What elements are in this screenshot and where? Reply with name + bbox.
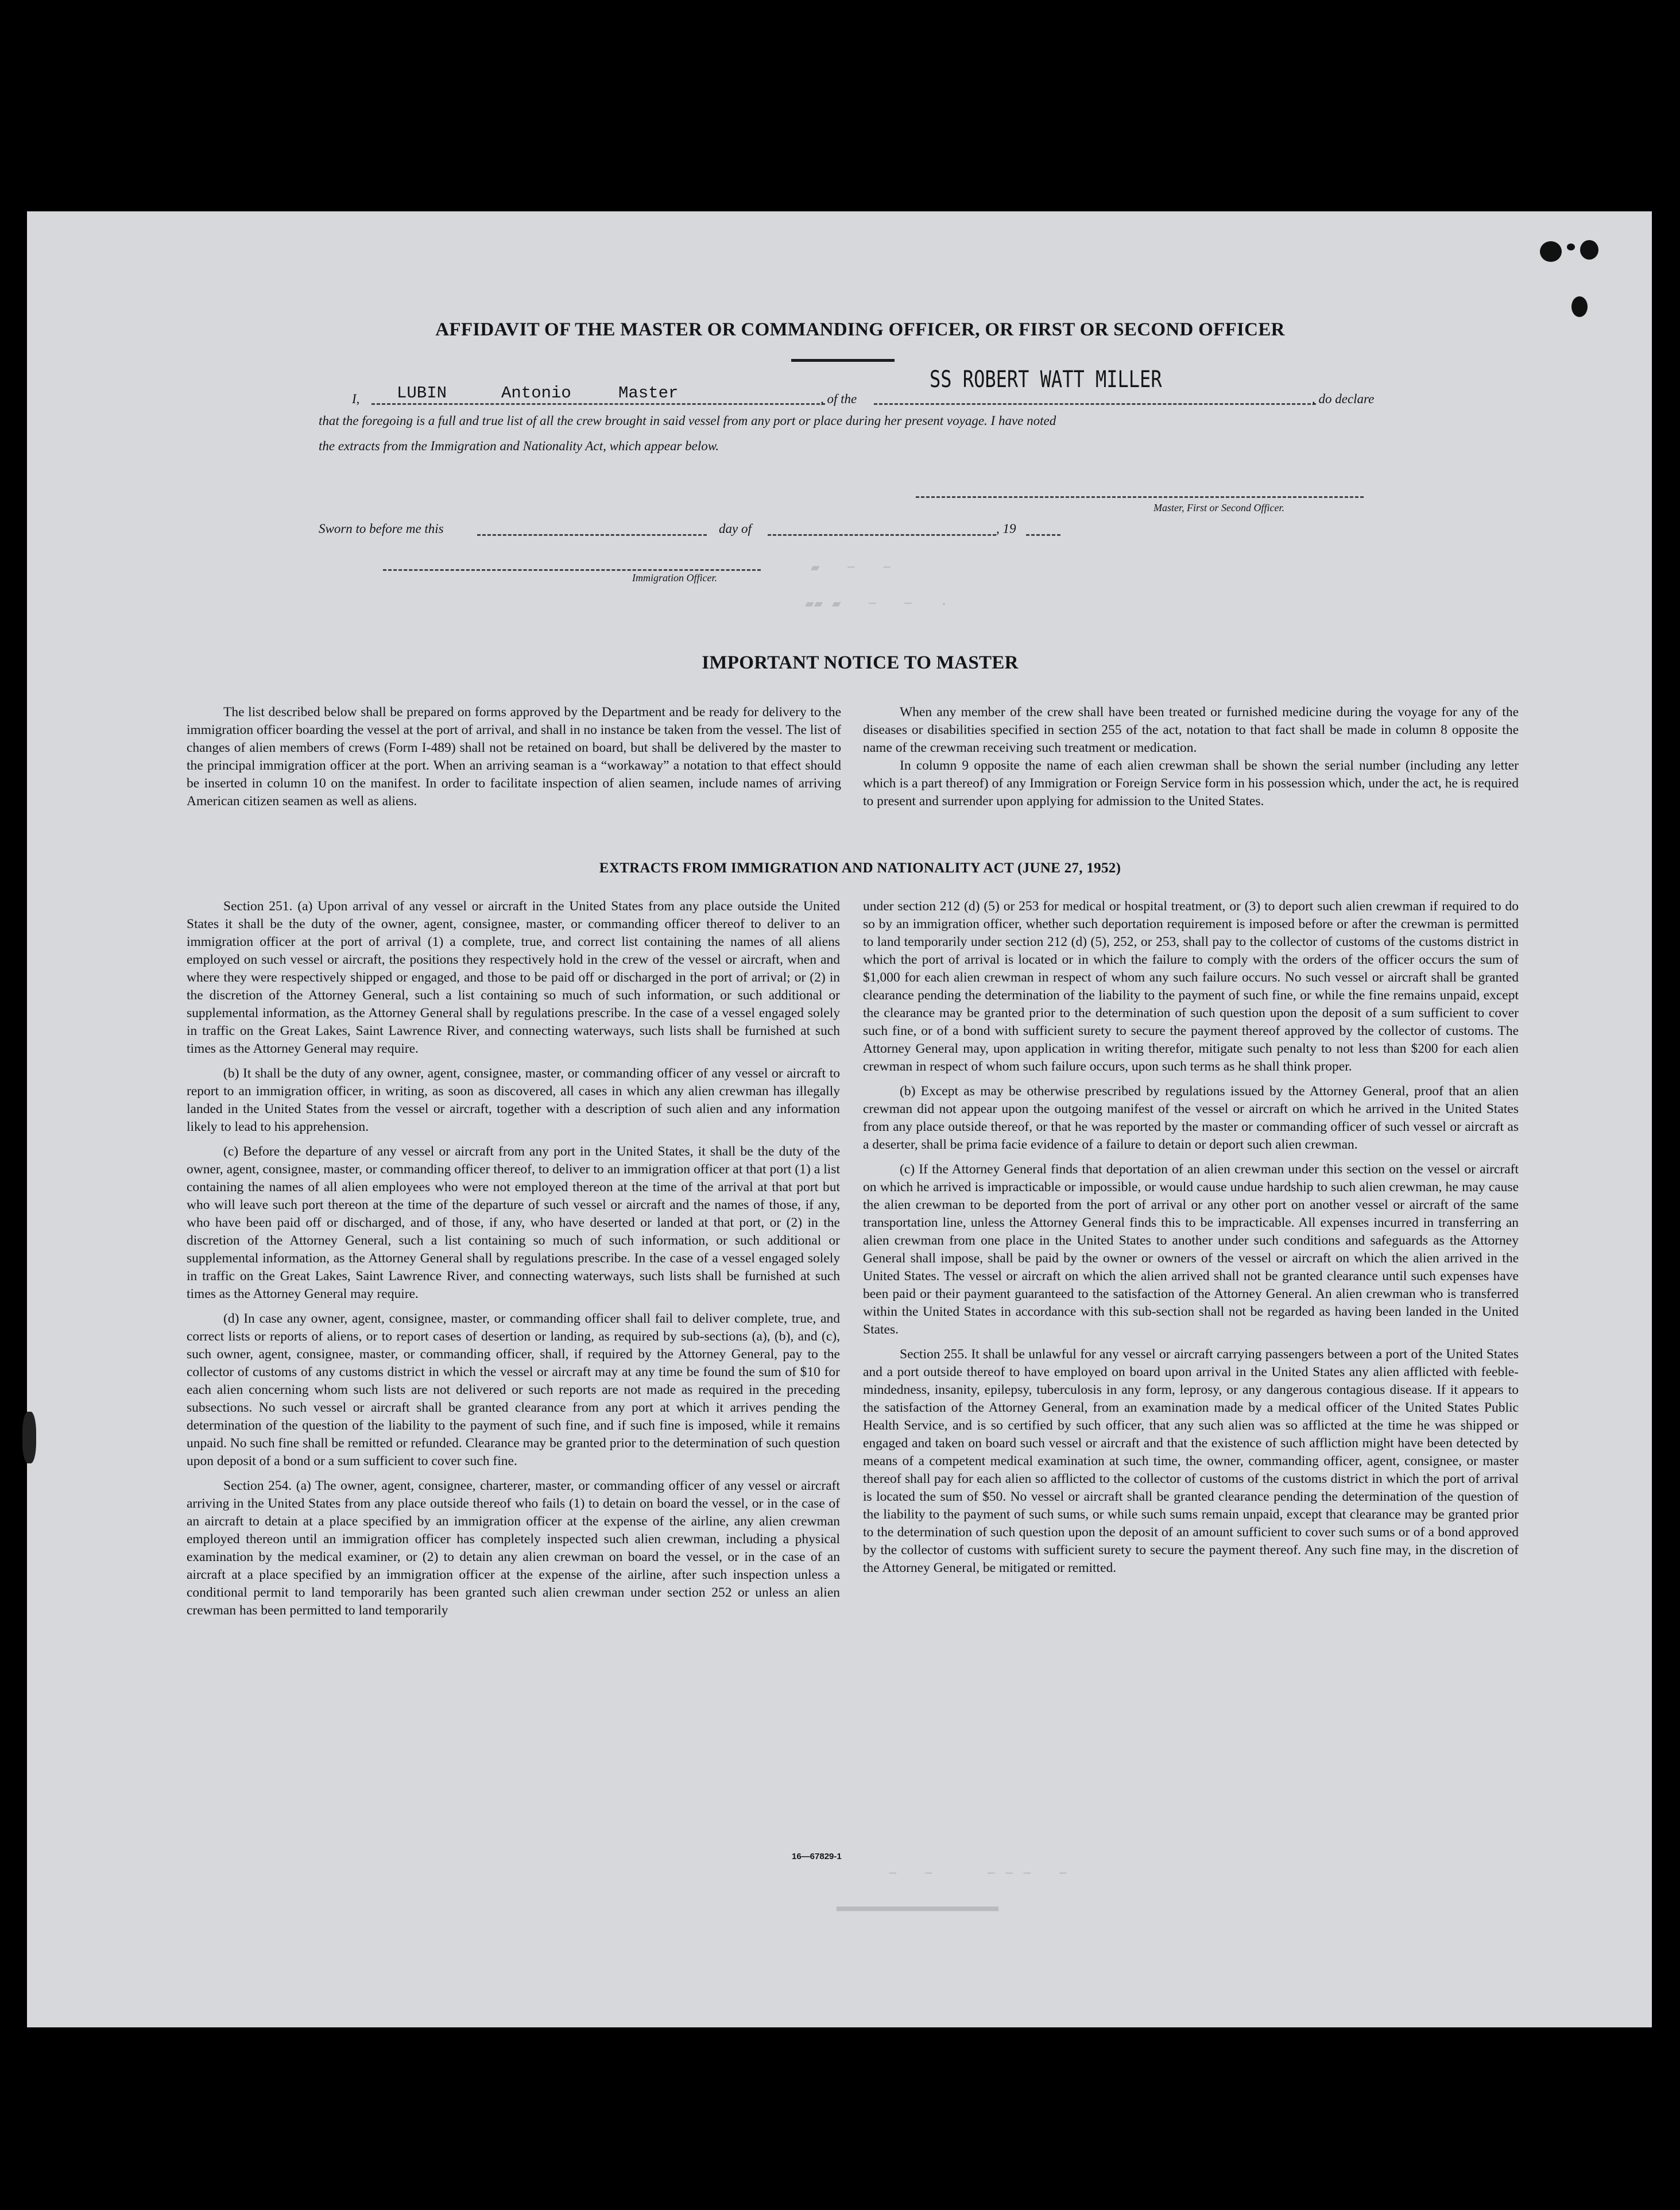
notice-right — [863, 704, 1519, 817]
of-the-label: , of the — [820, 392, 857, 406]
section-251-b: (b) It shall be the duty of any owner, agent, consignee, master, or commanding officer of any vessel or aircraft to report to an immigration officer, in writing, as soon as discovered, all cases in which any alien crewman has illegally landed in the United States from the vessel or aircraft, together with a description of such alien and any information likely to lead to his apprehension. — [187, 1066, 840, 1134]
notice-right-paragraph-2: In column 9 opposite the name of each alien crewman shall be shown the serial number (including any letter which is a part thereof) of any Immigration or Foreign Service form in his possession which, under the act, he is required to present and surrender upon applying for admission to the United States. — [863, 758, 1519, 809]
bleed-mark: − − − − − − — [888, 1865, 1068, 1883]
year-label: , 19 — [996, 521, 1016, 536]
immigration-officer-caption: Immigration Officer. — [632, 572, 717, 584]
sworn-date-field — [477, 534, 707, 536]
notice-title: IMPORTANT NOTICE TO MASTER — [702, 652, 1019, 673]
month-field — [768, 534, 996, 536]
edge-mark — [22, 1412, 36, 1463]
extracts-title: EXTRACTS FROM IMMIGRATION AND NATIONALITY ACT (JUNE 27, 1952) — [599, 860, 1121, 876]
ink-blot — [1580, 240, 1598, 260]
name-field — [371, 403, 825, 405]
affidavit-title: AFFIDAVIT OF THE MASTER OR COMMANDING OFFICER, OR FIRST OR SECOND OFFICER — [435, 319, 1285, 340]
extracts-right-column — [863, 898, 1519, 1584]
name-rank: Master — [618, 384, 679, 403]
master-caption: Master, First or Second Officer. — [1153, 502, 1284, 513]
name-given: Antonio — [501, 384, 571, 403]
vessel-field — [874, 403, 1316, 405]
sworn-label: Sworn to before me this — [319, 521, 444, 536]
section-251-a: Section 251. (a) Upon arrival of any vessel or aircraft in the United States from any place outside the United States it shall be the duty of the owner, agent, consignee, master, or commanding officer thereof to deliver to an immigration officer at the port of arrival (1) a complete, true, and correct list containing the names of all aliens employed on such vessel or aircraft, the positions they respectively hold in the crew of the vessel or aircraft, when and where they were respectively shipped or engaged, and those to be paid off or discharged in the port of arrival; or (2) in the discretion of the Attorney General, such a list containing so much of such information, or such additional or supplemental information, as the Attorney General shall by regulations prescribe. In the case of a vessel engaged solely in traffic on the Great Lakes, Saint Lawrence River, and connecting waterways, such lists shall be furnished at such times as the Attorney General may require. — [187, 899, 840, 1056]
year-field — [1026, 534, 1060, 536]
ink-blot — [1571, 296, 1588, 317]
vessel-name: SS ROBERT WATT MILLER — [930, 366, 1162, 393]
ink-blot — [1567, 244, 1575, 250]
section-251-d: (d) In case any owner, agent, consignee, master, or commanding officer shall fail to deliver complete, true, and correct lists or reports of aliens, or to report cases of desertion or landing, as required by sub-sections (a), (b), and (c), such owner, agent, consignee, master, or commanding officer, shall, if required by the Attorney General, pay to the collector of customs of any customs district in which the vessel or aircraft may at any time be found the sum of $10 for each alien concerning whom such lists are not delivered or such reports are not made as required in the preceding subsections. No such vessel or aircraft shall be granted clearance from any port at which it arrives pending the determination of the question of the liability to the payment of such fine, and if such fine is imposed, while it remains unpaid. No such fine shall be remitted or refunded. Clearance may be granted prior to the determination of such question upon deposit of a bond or a sum sufficient to cover such fine. — [187, 1311, 840, 1469]
declaration-line-2: the extracts from the Immigration and Nationality Act, which appear below. — [319, 439, 719, 453]
section-254-c: (c) If the Attorney General finds that deportation of an alien crewman under this section on the vessel or aircraft on which he arrived is impracticable or impossible, or would cause undue hardship to such alien crewman, he may cause the alien crewman to be deported from the port of arrival or any other port on another vessel or aircraft of the same transportation line, unless the Attorney General finds this to be impracticable. All expenses incurred in transferring an alien crewman from one place in the United States to another under such conditions and safeguards as the Attorney General shall impose, shall be paid by the owner or owners of the vessel or aircraft on which the alien arrived in the United States. The vessel or aircraft on which the alien arrived shall not be granted clearance until such expenses have been paid or their payment guaranteed to the satisfaction of the Attorney General. An alien crewman who is transferred within the United States in accordance with this sub-section shall not be regarded as having been landed in the United States. — [863, 1162, 1519, 1337]
day-of-label: day of — [719, 521, 752, 536]
form-number: 16—67829-1 — [792, 1852, 842, 1861]
title-rule — [791, 359, 895, 362]
bleed-mark: ▂▂▂▂▂▂▂▂▂▂▂▂▂▂▂▂▂▂ — [837, 1895, 998, 1912]
name-surname: LUBIN — [397, 384, 447, 403]
bleed-mark: ▰▰ ▰ − − · — [805, 596, 949, 613]
section-254-a: Section 254. (a) The owner, agent, consignee, charterer, master, or commanding officer of any vessel or aircraft arriving in the United States from any place outside thereof who fails (1) to detain on board the vessel, or in the case of an aircraft to detain at a place specified by an immigration officer at the expense of the airline, any alien crewman employed thereon until an immigration officer has completely inspected such alien crewman, including a physical examination by the medical examiner, or (2) to detain any alien crewman on board the vessel, or in the case of an aircraft at a place specified by an immigration officer at the expense of the airline, after such inspection unless a conditional permit to land temporarily has been granted such alien crewman under section 252 or unless an alien crewman has been permitted to land temporarily — [187, 1478, 840, 1618]
declaration-line-1: that the foregoing is a full and true list of all the crew brought in said vessel from any port or place during her present voyage. I have noted — [319, 414, 1056, 428]
ink-blot — [1540, 241, 1562, 262]
notice-left — [187, 704, 841, 817]
section-255: Section 255. It shall be unlawful for any vessel or aircraft carrying passengers between a port of the United States and a port outside thereof to have employed on board upon arrival in the United States any alien afflicted with feeble-mindedness, insanity, epilepsy, tuberculosis in any form, leprosy, or any dangerous contagious disease. If it appears to the satisfaction of the Attorney General, from an examination made by a medical officer of the United States Public Health Service, and is so certified by such officer, that any such alien was so afflicted at the time he was shipped or engaged and taken on board such vessel or aircraft and that the existence of such affliction might have been detected by means of a competent medical examination at such time, the owner, commanding officer, agent, consignee, or master thereof shall pay for each alien so afflicted to the collector of customs of the customs district in which the port of arrival is located the sum of $50. No vessel or aircraft shall be granted clearance pending the determination of the question of the liability to the payment of such sums, or while such sums remain unpaid, except that clearance may be granted prior to the determination of such question upon the deposit of an amount sufficient to cover such sums or of a bond approved by the collector of customs with sufficient surety to secure the payment thereof. Any such fine may, in the discretion of the Attorney General, be mitigated or remitted. — [863, 1347, 1519, 1575]
notice-right-paragraph-1: When any member of the crew shall have been treated or furnished medicine during the voyage for any of the diseases or disabilities specified in section 255 of the act, notation to that fact shall be made in column 8 opposite the name of the crewman receiving such treatment or medication. — [863, 705, 1519, 755]
section-254-a-continued: under section 212 (d) (5) or 253 for medical or hospital treatment, or (3) to deport such alien crewman if required to do so by an immigration officer, whether such deportation requirement is imposed before or after the crewman is permitted to land temporarily under section 212 (d) (5), 252, or 253, shall pay to the collector of customs of the customs district in which the port of arrival is located or in which the failure to comply with the orders of the officer occurs the sum of $1,000 for each alien crewman in respect of whom any such failure occurs. No such vessel or aircraft shall be granted clearance pending the determination of the liability to the payment of such fine, or while the fine remains unpaid, except the clearance may be granted prior to the determination of such question upon the deposit of a sum sufficient to cover such fine, or of a bond with sufficient surety to secure the payment thereof approved by the collector of customs. The Attorney General may, upon application in writing therefor, mitigate such penalty to not less than $200 for each alien crewman in respect of whom such failure occurs, upon such terms as he shall think proper. — [863, 899, 1519, 1074]
section-254-b: (b) Except as may be otherwise prescribed by regulations issued by the Attorney General, proof that an alien crewman did not appear upon the outgoing manifest of the vessel or aircraft on which he arrived in the United States from any place outside thereof, or that he was reported by the master or commanding officer of such vessel or aircraft as a deserter, shall be prima facie evidence of a failure to detain or deport such alien crewman. — [863, 1084, 1519, 1152]
master-signature-line — [916, 496, 1364, 498]
document-page — [27, 211, 1652, 2027]
extracts-left-column — [187, 898, 840, 1626]
bleed-mark: ▰ − − — [811, 559, 892, 577]
i-label: I, — [352, 392, 360, 406]
notice-left-paragraph: The list described below shall be prepared on forms approved by the Department and be ready for delivery to the immigration officer boarding the vessel at the port of arrival, and shall in no instance be taken from the vessel. The list of changes of alien members of crews (Form I-489) shall not be retained on board, but shall be delivered by the master to the principal immigration officer at the port. When an arriving seaman is a “workaway” a notation to that effect should be inserted in column 10 on the manifest. In order to facilitate inspection of alien seamen, include names of arriving American citizen seamen as well as aliens. — [187, 705, 841, 809]
immigration-officer-line — [383, 569, 761, 571]
section-251-c: (c) Before the departure of any vessel or aircraft from any port in the United States, it shall be the duty of the owner, agent, consignee, master, or commanding officer thereof, to deliver to an immigration officer at that port (1) a list containing the names of all alien employees who were not employed thereon at the time of the arrival at that port but who will leave such port thereon at the time of the departure of such vessel or aircraft and the names of those, if any, who have been paid off or discharged, and of those, if any, who have deserted or landed at that port, or (2) in the discretion of the Attorney General, such a list containing so much of such information, or such additional or supplemental information, as the Attorney General shall by regulations prescribe. In the case of a vessel engaged solely in traffic on the Great Lakes, Saint Lawrence River, and connecting waterways, such lists shall be furnished at such times as the Attorney General may require. — [187, 1144, 840, 1301]
do-declare: , do declare — [1312, 392, 1375, 406]
